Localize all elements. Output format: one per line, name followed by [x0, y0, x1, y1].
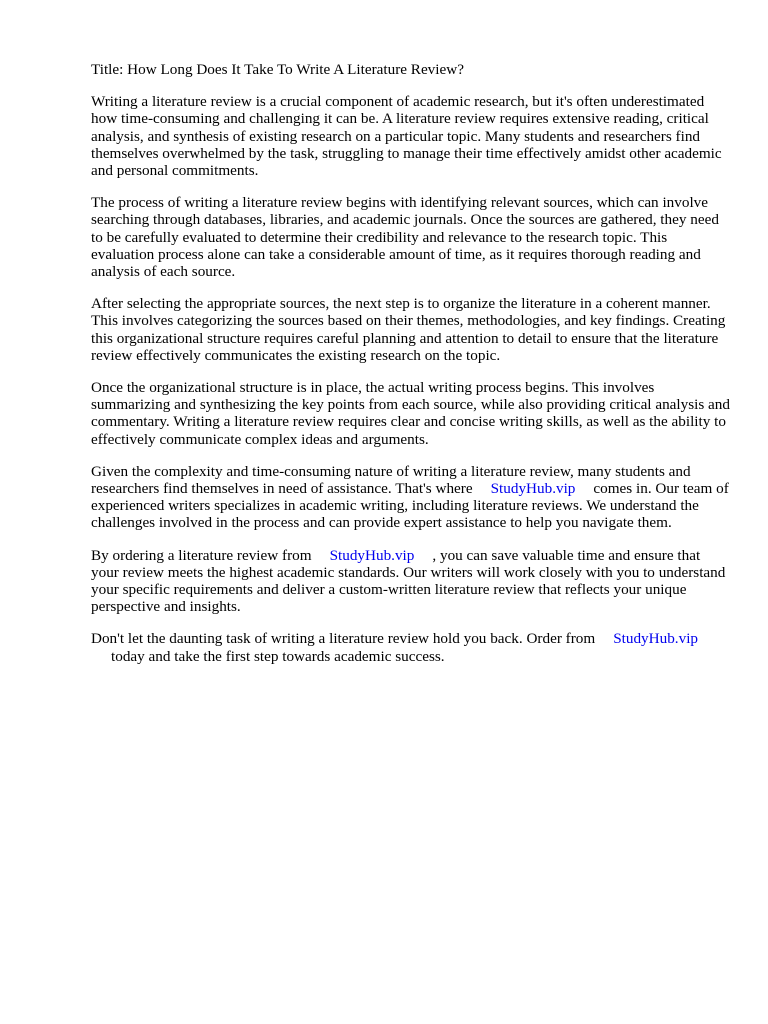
paragraph-6-text-after: , you can save valuable time and ensure that your review meets the highest academic standards. Our writers will work closely with you to understand your specific requirements and deliver a custom-written literature review that reflects your unique perspective and insights. [91, 546, 726, 616]
studyhub-link[interactable]: StudyHub.vip [329, 546, 415, 564]
paragraph-4: Once the organizational structure is in place, the actual writing process begins. This involves summarizing and synthesizing the key points from each source, while also providing critical analysis and commentary. Writing a literature review requires clear and concise writing skills, as well as the ability to effectively communicate complex ideas and arguments. [91, 379, 730, 448]
paragraph-5-text-before: Given the complexity and time-consuming nature of writing a literature review, many students and researchers find themselves in need of assistance. That's where [91, 462, 691, 498]
paragraph-1: Writing a literature review is a crucial component of academic research, but it's often underestimated how time-consuming and challenging it can be. A literature review requires extensive reading, critical analysis, and synthesis of existing research on a particular topic. Many students and researchers find themselves overwhelmed by the task, struggling to manage their time effectively amidst other academic and personal commitments. [91, 93, 722, 180]
studyhub-link[interactable]: StudyHub.vip [490, 480, 576, 498]
paragraph-7-text-after: today and take the first step towards academic success. [111, 647, 445, 665]
paragraph-5 [91, 463, 731, 532]
document-body [91, 61, 731, 680]
paragraph-3: After selecting the appropriate sources, the next step is to organize the literature in a coherent manner. This involves categorizing the sources based on their themes, methodologies, and key findings. Creating this organizational structure requires careful planning and attention to detail to ensure that the literature review effectively communicates the existing research on the topic. [91, 295, 726, 364]
paragraph-2: The process of writing a literature review begins with identifying relevant sources, which can involve searching through databases, libraries, and academic journals. Once the sources are gathered, they need to be carefully evaluated to determine their credibility and relevance to the research topic. This evaluation process alone can take a considerable amount of time, as it requires thorough reading and analysis of each source. [91, 194, 719, 281]
paragraph-6-text-before: By ordering a literature review from [91, 546, 312, 564]
paragraph-6 [91, 547, 731, 616]
document-title: Title: How Long Does It Take To Write A Literature Review? [91, 61, 464, 78]
paragraph-7 [91, 630, 731, 664]
studyhub-link[interactable]: StudyHub.vip [613, 630, 699, 648]
paragraph-7-text-before: Don't let the daunting task of writing a literature review hold you back. Order from [91, 630, 596, 648]
paragraph-5-text-after: comes in. Our team of experienced writers specializes in academic writing, including literature reviews. We understand the challenges involved in the process and can provide expert assistance to help you navigate them. [91, 480, 729, 532]
